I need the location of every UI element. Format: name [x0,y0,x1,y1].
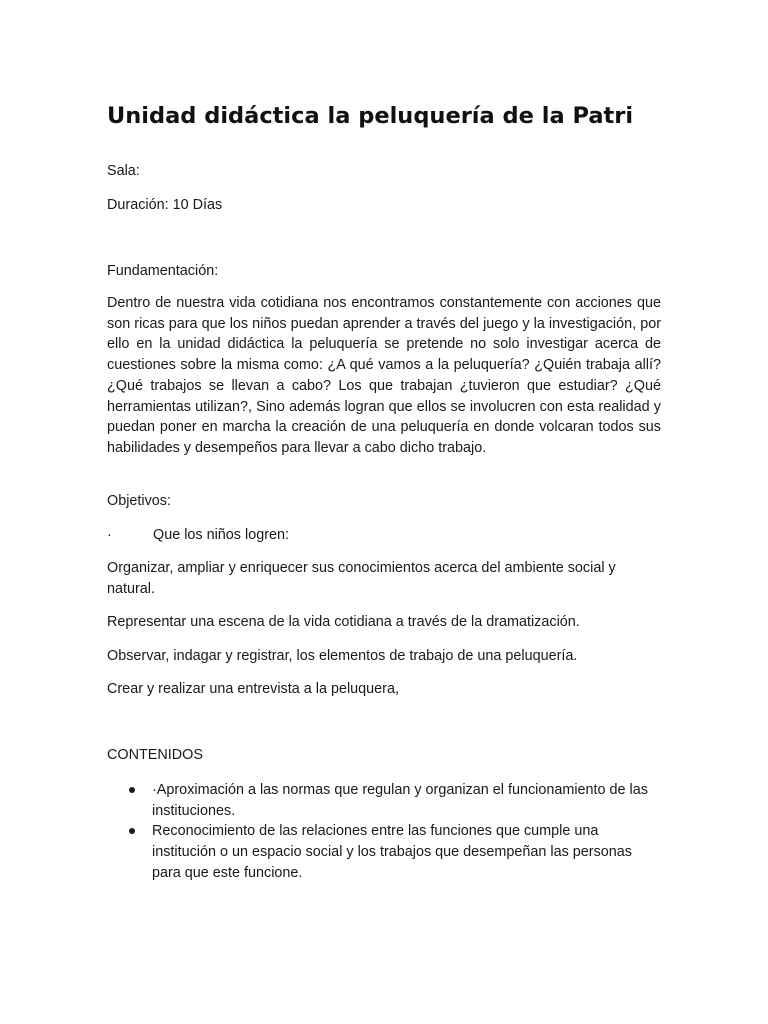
fundamentacion-heading: Fundamentación: [107,263,219,279]
contenidos-list [129,780,661,884]
contenido-text: Reconocimiento de las relaciones entre las funciones que cumple una institución o un espacio social y los trabajos que desempeñan las personas para que este funcione. [152,823,632,881]
objetivos-bullet-marker: · [107,527,112,543]
objetivo-item: Representar una escena de la vida cotidiana a través de la dramatización. [107,614,580,630]
list-item [129,780,661,821]
objetivo-item: Organizar, ampliar y enriquecer sus conocimientos acerca del ambiente social y natural. [107,560,616,597]
objetivo-item: Crear y realizar una entrevista a la peluquera, [107,681,399,697]
fundamentacion-paragraph: Dentro de nuestra vida cotidiana nos encontramos constantemente con acciones que son ricas para que los niños puedan aprender a través del juego y la investigación, por ello en la unidad didáctica la peluquería se pretende no solo investigar acerca de cuestiones sobre la misma como: ¿A qué vamos a la peluquería? ¿Quién trabaja allí? ¿Qué trabajos se llevan a cabo? Los que trabajan ¿tuvieron que estudiar? ¿Qué herramientas utilizan?, Sino además logran que ellos se involucren con esta realidad y puedan poner en marcha la creación de una peluquería en donde volcaran todos sus habilidades y desempeños para llevar a cabo dicho trabajo. [107,295,661,456]
list-item [129,821,661,883]
duracion-text: Duración: 10 Días [107,197,223,213]
objetivos-intro: Que los niños logren: [153,527,289,543]
bullet-icon [129,828,135,834]
contenidos-heading: CONTENIDOS [107,747,203,763]
bullet-icon [129,787,135,793]
contenido-text: ·Aproximación a las normas que regulan y organizan el funcionamiento de las instituciones. [152,782,648,819]
objetivos-heading: Objetivos: [107,493,171,509]
document-title: Unidad didáctica la peluquería de la Patri [107,103,634,129]
objetivo-item: Observar, indagar y registrar, los elementos de trabajo de una peluquería. [107,648,578,664]
sala-label: Sala: [107,163,140,179]
